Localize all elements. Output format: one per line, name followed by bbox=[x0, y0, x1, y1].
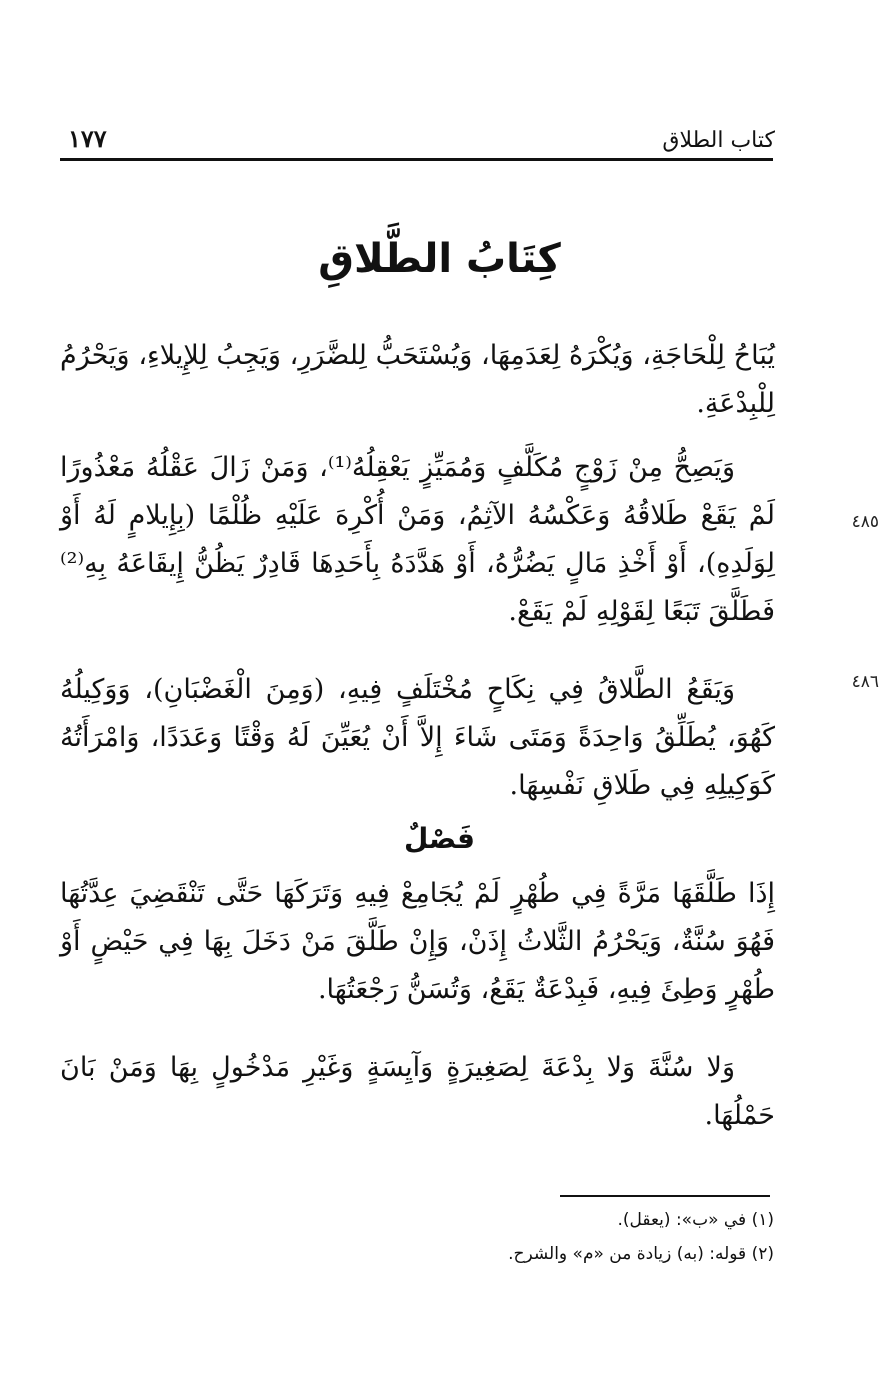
book-title: كِتَابُ الطَّلاقِ bbox=[318, 236, 561, 282]
section-heading: فَصْلٌ bbox=[404, 822, 475, 855]
paragraph-3: وَيَقَعُ الطَّلاقُ فِي نِكَاحٍ مُخْتَلَفٍ فِيهِ، (وَمِنَ الْغَضْبَانِ)، وَوَكِيلُهُ كَهُوَ، يُطَلِّقُ وَاحِدَةً وَمَتَى شَاءَ إِلاَّ أَنْ يُعَيِّنَ لَهُ وَقْتًا وَعَدَدًا، وَامْرَأَتُهُ كَوَكِيلِهِ فِي طَلاقِ نَفْسِهَا. bbox=[60, 674, 775, 801]
header-rule bbox=[60, 158, 773, 161]
paragraph-1: يُبَاحُ لِلْحَاجَةِ، وَيُكْرَهُ لِعَدَمِهَا، وَيُسْتَحَبُّ لِلضَّرَرِ، وَيَجِبُ لِلإِيلاءِ، وَيَحْرُمُ لِلْبِدْعَةِ. bbox=[60, 340, 775, 419]
paragraph-5: وَلا سُنَّةَ وَلا بِدْعَةَ لِصَغِيرَةٍ وَآيِسَةٍ وَغَيْرِ مَدْخُولٍ بِهَا وَمَنْ بَانَ حَمْلُهَا. bbox=[60, 1052, 775, 1131]
paragraph-2: وَيَصِحُّ مِنْ زَوْجٍ مُكَلَّفٍ وَمُمَيِّزٍ يَعْقِلُهُ⁽¹⁾، وَمَنْ زَالَ عَقْلُهُ مَعْذُورًا لَمْ يَقَعْ طَلاقُهُ وَعَكْسُهُ الآثِمُ، وَمَنْ أُكْرِهَ عَلَيْهِ ظُلْمًا (بِإِيلامٍ لَهُ أَوْ لِوَلَدِهِ)، أَوْ أَخْذِ مَالٍ يَضُرُّهُ، أَوْ هَدَّدَهُ بِأَحَدِهَا قَادِرٌ يَظُنُّ إِيقَاعَهُ بِهِ⁽²⁾ فَطَلَّقَ تَبَعًا لِقَوْلِهِ لَمْ يَقَعْ. bbox=[60, 452, 775, 627]
margin-number-486: ٤٨٦ bbox=[851, 672, 879, 692]
footnote-1: (١) في «ب»: (يعقل). bbox=[617, 1210, 774, 1230]
paragraph-4: إِذَا طَلَّقَهَا مَرَّةً فِي طُهْرٍ لَمْ يُجَامِعْ فِيهِ وَتَرَكَهَا حَتَّى تَنْقَضِيَ عِدَّتُهَا فَهُوَ سُنَّةٌ، وَيَحْرُمُ الثَّلاثُ إِذَنْ، وَإِنْ طَلَّقَ مَنْ دَخَلَ بِهَا فِي حَيْضٍ أَوْ طُهْرٍ وَطِئَ فِيهِ، فَبِدْعَةٌ يَقَعُ، وَتُسَنُّ رَجْعَتُهَا. bbox=[60, 878, 775, 1005]
page-number: ١٧٧ bbox=[68, 124, 107, 153]
margin-number-485: ٤٨٥ bbox=[851, 512, 879, 532]
footnote-rule bbox=[560, 1195, 770, 1197]
header-title: كتاب الطلاق bbox=[662, 128, 775, 153]
running-header bbox=[60, 118, 775, 158]
footnote-2: (٢) قوله: (به) زيادة من «م» والشرح. bbox=[508, 1244, 774, 1264]
